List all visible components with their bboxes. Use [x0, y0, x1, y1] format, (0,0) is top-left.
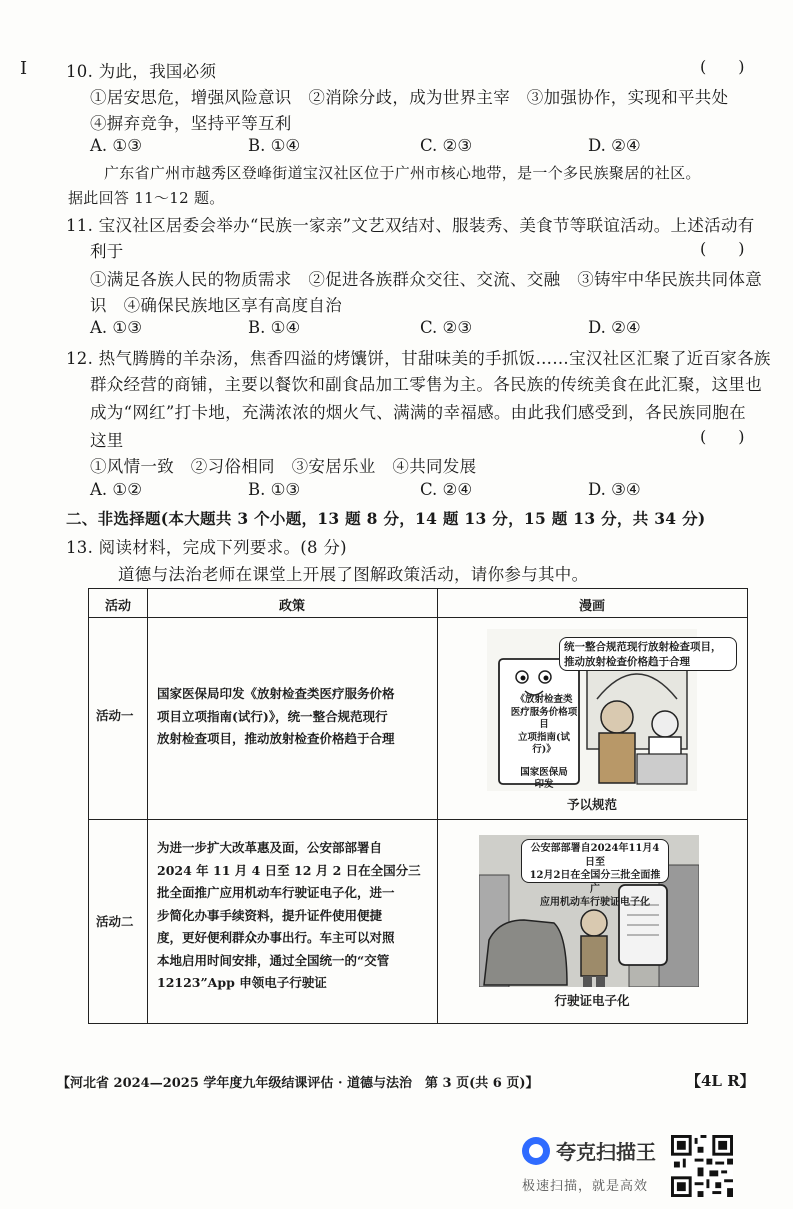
row2-policy [157, 837, 421, 995]
comic-2-bubble-line: 12月2日在全国分三批全面推广 [529, 870, 661, 895]
q12-stem-line3: 成为“网红”打卡地，充满浓浓的烟火气、满满的幸福感。由此我们感受到，各民族同胞在 [90, 403, 746, 422]
comic-1-document-text [509, 694, 579, 792]
row1-policy-line: 国家医保局印发《放射检查类医疗服务价格 [157, 686, 395, 701]
scanner-app-name: 夸克扫描王 [556, 1140, 656, 1164]
row2-policy-line: 为进一步扩大改革惠及面，公安部部署自 [157, 840, 383, 855]
q10-choice-a: A. ①③ [90, 136, 142, 155]
row2-policy-line: 批全面推广应用机动车行驶证电子化，进一 [157, 885, 395, 900]
row2-policy-line: 本地启用时间安排，通过全国统一的“交管 [157, 952, 390, 968]
comic-2-caption: 行驶证电子化 [554, 993, 630, 1008]
comic-1-speech-bubble [559, 637, 737, 671]
comic-2-speech-bubble [521, 839, 669, 908]
margin-mark: I [20, 58, 28, 79]
q10-choice-d: D. ②④ [588, 136, 641, 155]
q10-choice-b: B. ①④ [248, 136, 301, 155]
q11-stem-line1: 11. 宝汉社区居委会举办“民族一家亲”文艺双结对、服装秀、美食节等联谊活动。上述活动有 [66, 216, 755, 235]
q10-choice-c: C. ②③ [420, 136, 473, 155]
q11-choice-a: A. ①③ [90, 318, 142, 337]
row2-policy-line: 2024 年 11 月 4 日至 12 月 2 日在全国分三 [157, 862, 421, 878]
q12-choice-c: C. ②④ [420, 480, 473, 499]
comic-1-doc-line: 《放射检查类 [515, 694, 573, 705]
row1-policy-line: 项目立项指南(试行)》，统一整合规范现行 [157, 708, 388, 724]
comic-2-bubble-line: 公安部部署自2024年11月4日至 [530, 843, 660, 868]
q11-stem-line2: 利于 [90, 242, 124, 261]
comic-1-bubble-line: 推动放射检查价格趋于合理 [564, 656, 690, 668]
scanner-slogan: 极速扫描，就是高效 [522, 1179, 649, 1194]
q12-options-line1: ①风情一致 ②习俗相同 ③安居乐业 ④共同发展 [90, 457, 477, 476]
table-header-policy: 政策 [278, 599, 305, 614]
row2-policy-line: 12123”App 申领电子行驶证 [157, 975, 327, 990]
q12-stem-line4: 这里 [90, 431, 124, 450]
row2-activity: 活动二 [96, 914, 134, 929]
table-col-divider [147, 589, 148, 1023]
exam-code: 【4L R】 [686, 1072, 755, 1090]
comic-1-doc-line: 医疗服务价格项目 [510, 706, 578, 730]
policy-table [88, 588, 748, 1024]
row1-activity: 活动一 [96, 708, 134, 723]
q13-stem: 13. 阅读材料，完成下列要求。(8 分) [66, 538, 347, 557]
row1-policy [157, 683, 395, 751]
comic-2-bubble-line: 应用机动车行驶证电子化 [540, 897, 650, 908]
comic-1-doc-line: 国家医保局 [520, 766, 568, 778]
row2-policy-line: 度，更好便利群众办事出行。车主可以对照 [157, 930, 395, 945]
q10-answer-paren: ( ) [700, 57, 745, 76]
q11-choice-d: D. ②④ [588, 318, 641, 337]
table-header-activity: 活动 [104, 599, 131, 614]
section2-heading: 二、非选择题(本大题共 3 个小题，13 题 8 分，14 题 13 分，15 题 13 分，共 34 分) [66, 509, 706, 528]
q11-choice-c: C. ②③ [420, 318, 473, 337]
comic-1-bubble-line: 统一整合规范现行放射检查项目， [564, 641, 722, 653]
scanner-logo-icon [522, 1137, 550, 1165]
table-row-divider [89, 617, 747, 618]
q11-choice-b: B. ①④ [248, 318, 301, 337]
q10-options-line1: ①居安思危，增强风险意识 ②消除分歧，成为世界主宰 ③加强协作，实现和平共处 [90, 88, 729, 107]
comic-1-doc-line: 立项指南(试行)》 [518, 731, 570, 755]
page-footer: 【河北省 2024—2025 学年度九年级结课评估 · 道德与法治 第 3 页(共 6 页)】 [57, 1076, 539, 1091]
comic-1-caption: 予以规范 [566, 797, 617, 812]
table-header-comic: 漫画 [578, 599, 605, 614]
q12-choice-b: B. ①③ [248, 480, 301, 499]
intro-line1: 广东省广州市越秀区登峰街道宝汉社区位于广州市核心地带，是一个多民族聚居的社区。 [104, 164, 701, 182]
table-row-divider [89, 819, 747, 820]
q11-options-line1: ①满足各族人民的物质需求 ②促进各族群众交往、交流、交融 ③铸牢中华民族共同体意 [90, 270, 762, 289]
comic-1-doc-line: 印发 [534, 779, 554, 790]
row2-policy-line: 步简化办事手续资料，提升证件使用便捷 [157, 907, 383, 923]
q10-options-line2: ④摒弃竞争，坚持平等互利 [90, 114, 292, 133]
row1-policy-line: 放射检查项目，推动放射检查价格趋于合理 [157, 731, 395, 746]
intro-line2: 据此回答 11～12 题。 [68, 189, 225, 207]
q13-intro: 道德与法治老师在课堂上开展了图解政策活动，请你参与其中。 [118, 565, 589, 584]
q12-stem-line2: 群众经营的商铺，主要以餐饮和副食品加工零售为主。各民族的传统美食在此汇聚，这里也 [90, 375, 762, 394]
q10-stem: 10. 为此，我国必须 [66, 62, 217, 81]
q12-choice-a: A. ①② [90, 480, 142, 499]
q11-options-line2: 识 ④确保民族地区享有高度自治 [90, 296, 342, 315]
q12-answer-paren: ( ) [700, 427, 745, 446]
qr-code-icon [671, 1135, 733, 1197]
q11-answer-paren: ( ) [700, 239, 745, 258]
q12-stem-line1: 12. 热气腾腾的羊杂汤，焦香四溢的烤馕饼，甘甜味美的手抓饭……宝汉社区汇聚了近百家各族 [66, 349, 771, 368]
q12-choice-d: D. ③④ [588, 480, 641, 499]
